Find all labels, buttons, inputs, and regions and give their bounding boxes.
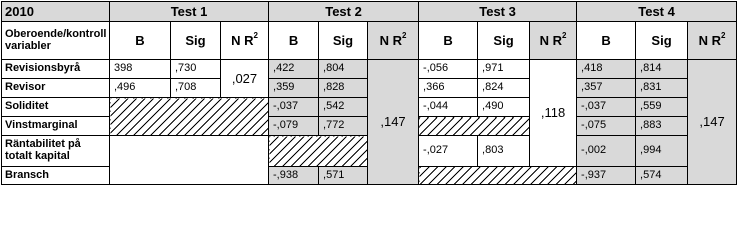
t2-b-value: -,938: [269, 167, 319, 185]
col-nr2-test-2: N $R^2$: [368, 22, 419, 60]
t2-sig-value: ,542: [319, 98, 368, 117]
row-label: Soliditet: [2, 98, 110, 117]
t3-sig-value: ,824: [478, 79, 530, 98]
t4-b-value: ,357: [577, 79, 636, 98]
t1-excluded-hatch: [110, 98, 269, 136]
t4-sig-value: ,814: [636, 60, 688, 79]
row-label: Revisor: [2, 79, 110, 98]
t4-nr2-value: ,147: [688, 60, 737, 185]
row-label: Vinstmarginal: [2, 117, 110, 136]
regression-table: [1, 1, 737, 185]
year-cell: 2010: [2, 2, 110, 22]
col-nr2-test-1: N $R^2$: [221, 22, 269, 60]
t4-b-value: -,937: [577, 167, 636, 185]
t4-b-value: -,075: [577, 117, 636, 136]
t3-b-value: -,056: [419, 60, 478, 79]
t3-b-value: -,027: [419, 136, 478, 167]
t4-sig-value: ,994: [636, 136, 688, 167]
test-4-header: Test 4: [577, 2, 737, 22]
t2-b-value: ,359: [269, 79, 319, 98]
col-b-test-4: B: [577, 22, 636, 60]
header-row-columns: [2, 22, 737, 60]
t2-sig-value: ,828: [319, 79, 368, 98]
row-label: Räntabilitet på totalt kapital: [2, 136, 110, 167]
col-b-test-3: B: [419, 22, 478, 60]
t2-excluded-hatch: [269, 136, 368, 167]
t3-nr2-value: ,118: [530, 60, 577, 167]
col-sig-test-3: Sig: [478, 22, 530, 60]
t2-b-value: -,037: [269, 98, 319, 117]
t3-b-value: ,366: [419, 79, 478, 98]
t4-b-value: -,002: [577, 136, 636, 167]
t1-sig-value: ,708: [171, 79, 221, 98]
t1-empty-area: [110, 136, 269, 185]
col-nr2-test-3: N $R^2$: [530, 22, 577, 60]
t3-b-value: -,044: [419, 98, 478, 117]
col-b-test-2: B: [269, 22, 319, 60]
t3-sig-value: ,971: [478, 60, 530, 79]
row-label: Bransch: [2, 167, 110, 185]
t4-sig-value: ,574: [636, 167, 688, 185]
t2-sig-value: ,804: [319, 60, 368, 79]
col-nr2-test-4: N $R^2$: [688, 22, 737, 60]
col-sig-test-4: Sig: [636, 22, 688, 60]
t3-excluded-hatch: [419, 117, 530, 136]
t1-nr2-value: ,027: [221, 60, 269, 98]
t3-sig-value: ,490: [478, 98, 530, 117]
t1-b-value: ,496: [110, 79, 171, 98]
test-3-header: Test 3: [419, 2, 577, 22]
col-sig-test-2: Sig: [319, 22, 368, 60]
col-b-test-1: B: [110, 22, 171, 60]
t3-excluded-hatch: [419, 167, 577, 185]
table-row: [2, 60, 737, 79]
t3-sig-value: ,803: [478, 136, 530, 167]
row-label: Revisionsbyrå: [2, 60, 110, 79]
t4-sig-value: ,831: [636, 79, 688, 98]
header-row-tests: [2, 2, 737, 22]
t1-sig-value: ,730: [171, 60, 221, 79]
t4-b-value: -,037: [577, 98, 636, 117]
t2-b-value: ,422: [269, 60, 319, 79]
t1-b-value: 398: [110, 60, 171, 79]
t2-nr2-value: ,147: [368, 60, 419, 185]
t2-sig-value: ,571: [319, 167, 368, 185]
t2-b-value: -,079: [269, 117, 319, 136]
t2-sig-value: ,772: [319, 117, 368, 136]
t4-sig-value: ,559: [636, 98, 688, 117]
row-header-label: Oberoende/kontroll variabler: [2, 22, 110, 60]
t4-sig-value: ,883: [636, 117, 688, 136]
test-1-header: Test 1: [110, 2, 269, 22]
test-2-header: Test 2: [269, 2, 419, 22]
col-sig-test-1: Sig: [171, 22, 221, 60]
t4-b-value: ,418: [577, 60, 636, 79]
